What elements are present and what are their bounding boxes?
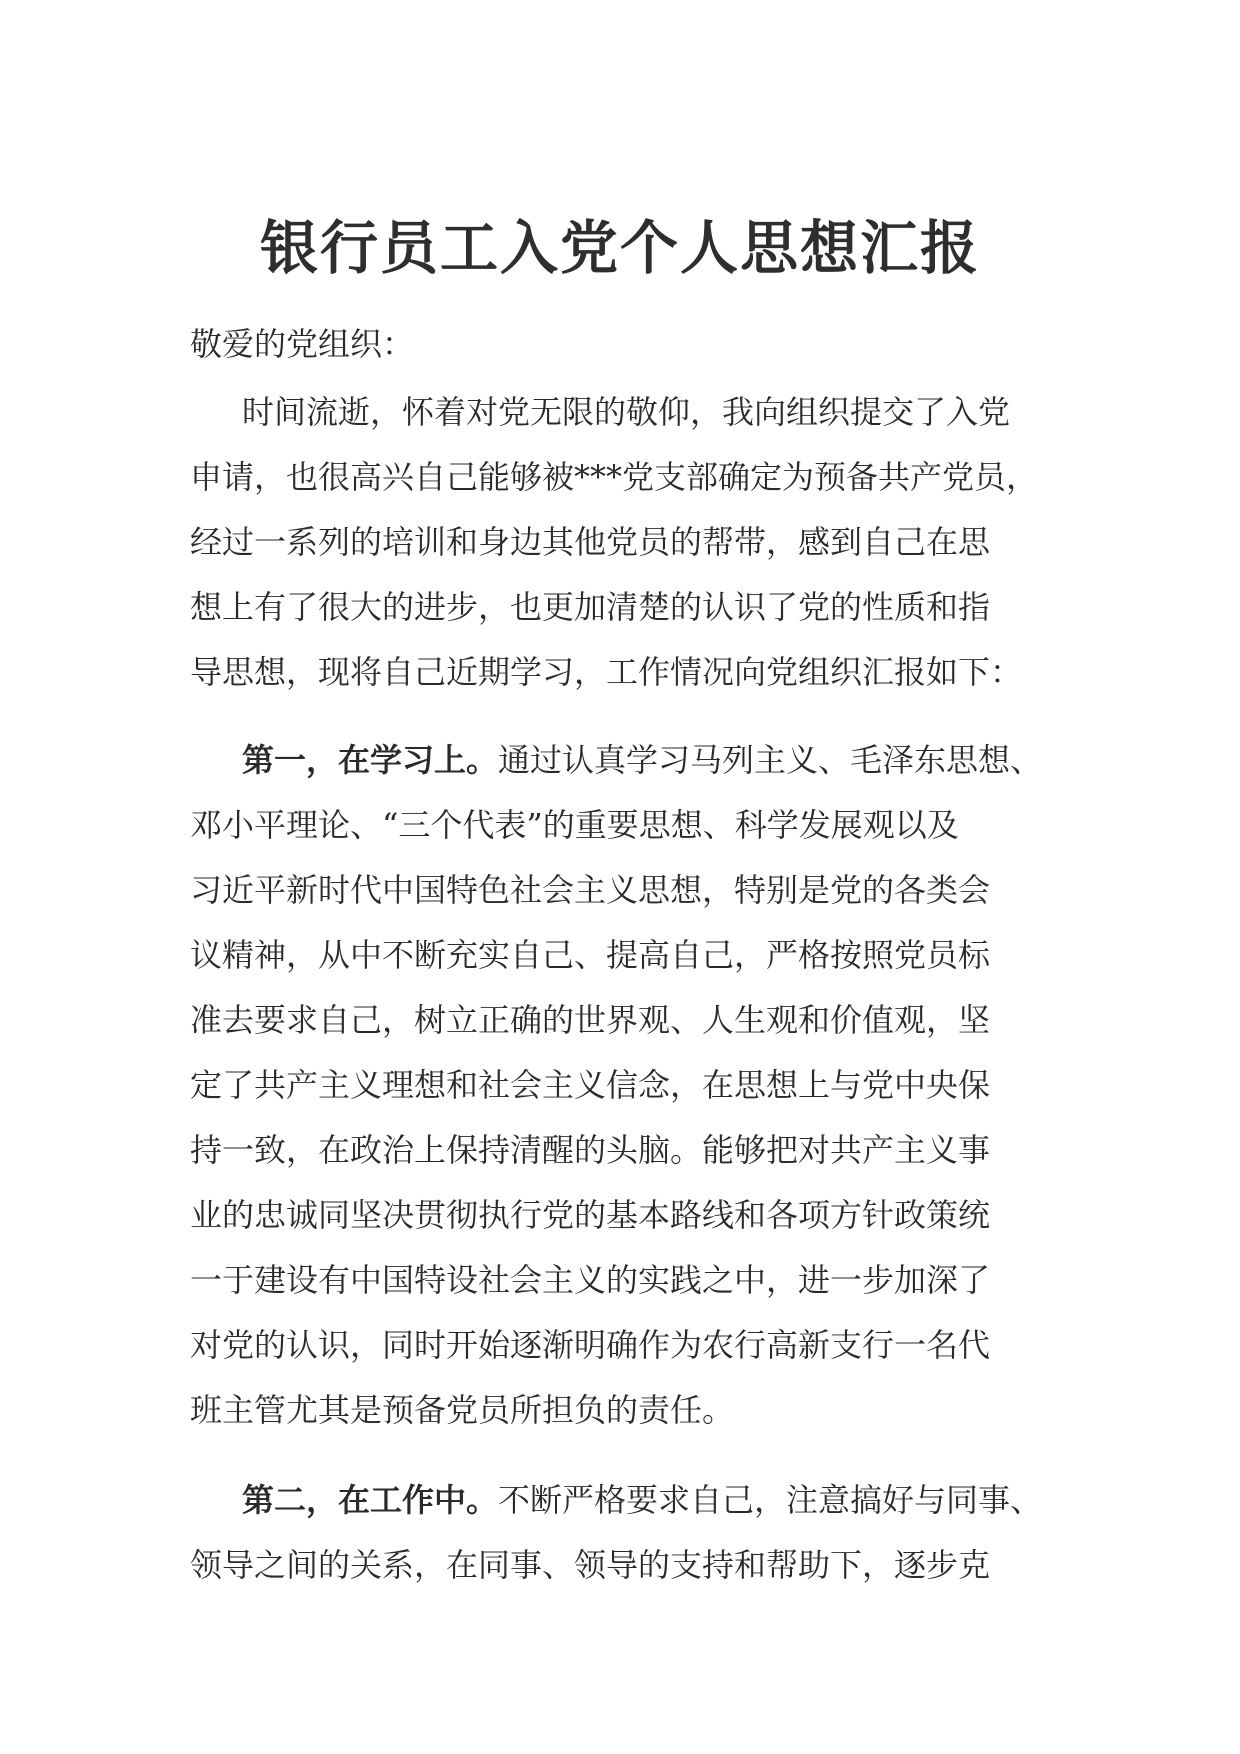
paragraph-line: 议精神，从中不断充实自己、提高自己，严格按照党员标 <box>190 936 991 974</box>
paragraph-line: 班主管尤其是预备党员所担负的责任。 <box>190 1391 735 1429</box>
paragraph-line: 持一致，在政治上保持清醒的头脑。能够把对共产主义事 <box>190 1131 991 1169</box>
paragraph-lead-work: 第二，在工作中。 <box>242 1481 499 1519</box>
paragraph-line: 不断严格要求自己，注意搞好与同事、 <box>498 1481 1043 1519</box>
paragraph-first-line <box>190 728 1056 793</box>
paragraph-intro <box>190 380 1056 705</box>
document-title: 银行员工入党个人思想汇报 <box>259 214 980 282</box>
paragraph-line: 时间流逝，怀着对党无限的敬仰，我向组织提交了入党 <box>242 393 1011 431</box>
paragraph-line: 准去要求自己，树立正确的世界观、人生观和价值观，坚 <box>190 1001 991 1039</box>
paragraph-line: 想上有了很大的进步，也更加清楚的认识了党的性质和指 <box>190 588 991 626</box>
paragraph-work <box>190 1468 1056 1598</box>
paragraph-line: 申请，也很高兴自己能够被***党支部确定为预备共产党员， <box>190 458 1039 496</box>
paragraph-lead-study: 第一，在学习上。 <box>242 741 499 779</box>
paragraph-line: 对党的认识，同时开始逐渐明确作为农行高新支行一名代 <box>190 1326 991 1364</box>
paragraph-line: 邓小平理论、“三个代表”的重要思想、科学发展观以及 <box>190 806 959 844</box>
salutation: 敬爱的党组织： <box>190 325 415 363</box>
paragraph-line: 经过一系列的培训和身边其他党员的帮带，感到自己在思 <box>190 523 991 561</box>
paragraph-line: 通过认真学习马列主义、毛泽东思想、 <box>498 741 1043 779</box>
paragraph-line: 定了共产主义理想和社会主义信念，在思想上与党中央保 <box>190 1066 991 1104</box>
paragraph-study <box>190 728 1056 1443</box>
paragraph-first-line <box>190 1468 1056 1533</box>
paragraph-line: 习近平新时代中国特色社会主义思想，特别是党的各类会 <box>190 871 991 909</box>
paragraph-line: 业的忠诚同坚决贯彻执行党的基本路线和各项方针政策统 <box>190 1196 991 1234</box>
paragraph-line: 导思想，现将自己近期学习，工作情况向党组织汇报如下： <box>190 653 1023 691</box>
paragraph-line: 领导之间的关系，在同事、领导的支持和帮助下，逐步克 <box>190 1546 991 1584</box>
paragraph-line: 一于建设有中国特设社会主义的实践之中，进一步加深了 <box>190 1261 991 1299</box>
